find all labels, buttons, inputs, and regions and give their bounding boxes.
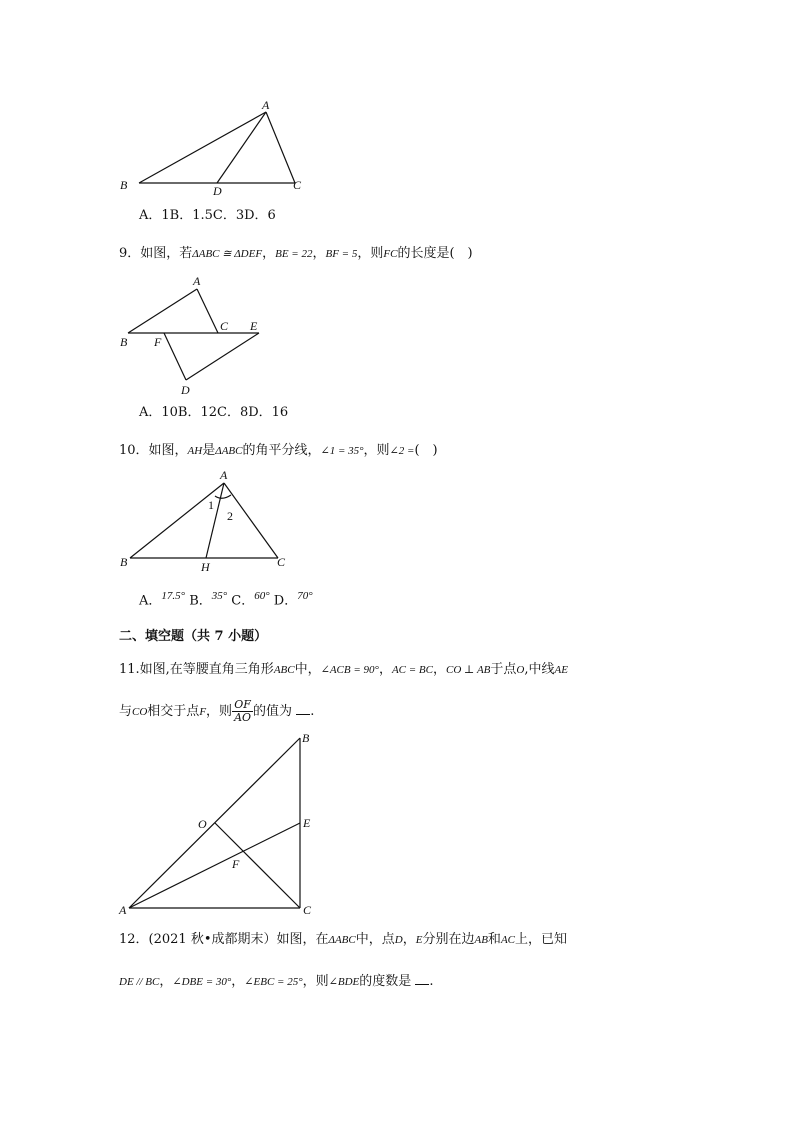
q12-text-6: 上，已知 — [515, 932, 568, 947]
q11-ae: AE — [554, 664, 568, 676]
q10-options — [139, 588, 313, 609]
q10-label-h: H — [201, 560, 210, 574]
q11-label-o: O — [198, 817, 207, 831]
q11-text-4: ， — [433, 662, 447, 677]
q10-opt-c-value: 60° — [254, 590, 270, 602]
q12-answer-blank[interactable] — [415, 974, 429, 985]
q11-text-9: ，则 — [206, 704, 233, 719]
q12-text-9: ，则 — [302, 974, 329, 989]
q12-e: E — [415, 934, 423, 946]
q9-congruence: ΔABC ≅ ΔDEF — [192, 248, 263, 260]
section-heading-fill-in: 二、填空题（共 7 小题） — [119, 629, 268, 644]
q12-ebc: ∠EBC = 25° — [244, 976, 303, 988]
q11-text-10: 的值为 — [253, 704, 293, 719]
q10-label-2: 2 — [227, 509, 233, 523]
q11-text-8: 相交于点 — [147, 704, 200, 719]
q9-label-d: D — [181, 383, 190, 397]
q11-end: . — [310, 704, 315, 719]
q12-text-7: ， — [159, 974, 173, 989]
q10-opt-d-value: 70° — [297, 590, 313, 602]
q10-mid: 的角平分线， — [242, 443, 321, 458]
q8-label-d: D — [213, 184, 222, 198]
q9-stem — [119, 246, 473, 262]
q8-label-a: A — [262, 98, 270, 112]
q8-options: A．1B．1.5C．3D．6 — [139, 208, 276, 223]
q9-label-e: E — [250, 319, 258, 333]
q11-f: F — [199, 706, 207, 718]
q9-fc: FC — [383, 248, 398, 260]
q10-opt-c-label: C． — [231, 593, 255, 609]
q8-label-b: B — [120, 178, 128, 192]
q11-text-1: 11.如图,在等腰直角三角形 — [119, 662, 274, 677]
q10-label-a: A — [220, 468, 228, 482]
q11-fraction — [232, 699, 253, 724]
q11-co: CO — [132, 706, 148, 718]
q11-figure — [112, 728, 327, 920]
q11-o: O — [516, 664, 525, 676]
q10-abc: ΔABC — [215, 445, 243, 457]
q11-coab: CO ⊥ AB — [446, 664, 491, 676]
q10-opt-b-value: 35° — [211, 590, 228, 602]
q11-label-e: E — [303, 816, 311, 830]
q11-answer-blank[interactable] — [296, 704, 310, 715]
q10-ah: AH — [187, 445, 203, 457]
q10-opt-d-label: D． — [273, 593, 298, 609]
q9-label-f: F — [154, 335, 162, 349]
q11-text-6: ,中线 — [524, 662, 555, 677]
q9-sep1: ， — [262, 246, 276, 261]
q10-angle-arc — [215, 495, 231, 498]
q10-then: ，则 — [363, 443, 390, 458]
q12-text-2: 中，点 — [355, 932, 395, 947]
q12-d: D — [394, 934, 403, 946]
q10-opt-b-label: B． — [189, 593, 212, 609]
q12-ab: AB — [474, 934, 488, 946]
q10-opt-a-value: 17.5° — [161, 590, 186, 602]
q12-dbe: ∠DBE = 30° — [172, 976, 232, 988]
q8-label-c: C — [293, 178, 302, 192]
q12-line1 — [119, 932, 567, 948]
q9-label-a: A — [193, 274, 201, 288]
q9-bf: BF = 5 — [325, 248, 358, 260]
q10-is: 是 — [202, 443, 216, 458]
q11-acbc: AC = BC — [391, 664, 433, 676]
q12-end: . — [429, 974, 434, 989]
q12-text-3: ， — [402, 932, 416, 947]
q11-frac-den: AO — [234, 711, 252, 724]
q8-triangle-figure — [112, 95, 312, 200]
q12-text-5: 和 — [487, 932, 501, 947]
q11-text-5: 于点 — [490, 662, 517, 677]
q11-text-7: 与 — [119, 704, 133, 719]
q12-text-10: 的度数是 — [359, 974, 412, 989]
q10-stem — [119, 443, 438, 459]
q10-angle2: ∠2 = — [389, 445, 415, 457]
q9-label-c: C — [220, 319, 229, 333]
q11-text-3: ， — [378, 662, 392, 677]
q9-num: 9．如图，若 — [119, 246, 193, 261]
q10-figure — [112, 465, 297, 577]
q10-label-c: C — [277, 555, 286, 569]
q11-abc: ABC — [273, 664, 295, 676]
q11-label-f: F — [232, 857, 240, 871]
q12-ac: AC — [500, 934, 515, 946]
q9-be: BE = 22 — [275, 248, 313, 260]
q11-label-c: C — [303, 903, 312, 917]
q9-mid: ，则 — [357, 246, 384, 261]
q11-label-b: B — [302, 731, 310, 745]
q9-sep2: ， — [312, 246, 326, 261]
q12-abc: ΔABC — [328, 934, 356, 946]
q10-opt-a-label: A． — [139, 593, 162, 609]
q9-figure — [112, 272, 282, 402]
q10-label-b: B — [120, 555, 128, 569]
q10-label-1: 1 — [208, 498, 214, 512]
q9-tail: 的长度是( ) — [397, 246, 473, 261]
q10-num: 10．如图， — [119, 443, 188, 458]
q10-tail: ( ) — [414, 443, 438, 458]
q12-text-4: 分别在边 — [422, 932, 475, 947]
q11-frac-num: OF — [232, 699, 253, 712]
q11-acb: ∠ACB = 90° — [320, 664, 379, 676]
q10-angle1: ∠1 = 35° — [320, 445, 364, 457]
q12-text-1: 12．(2021 秋•成都期末）如图，在 — [119, 932, 329, 947]
q11-line2 — [119, 692, 314, 732]
q9-label-b: B — [120, 335, 128, 349]
q11-line1 — [119, 662, 568, 678]
q9-options: A．10B．12C．8D．16 — [139, 405, 289, 420]
q12-text-8: ， — [231, 974, 245, 989]
q11-label-a: A — [119, 903, 127, 917]
q12-debc: DE // BC — [119, 976, 160, 988]
q12-line2 — [119, 974, 434, 990]
q12-bde: ∠BDE — [328, 976, 360, 988]
q11-text-2: 中， — [294, 662, 321, 677]
